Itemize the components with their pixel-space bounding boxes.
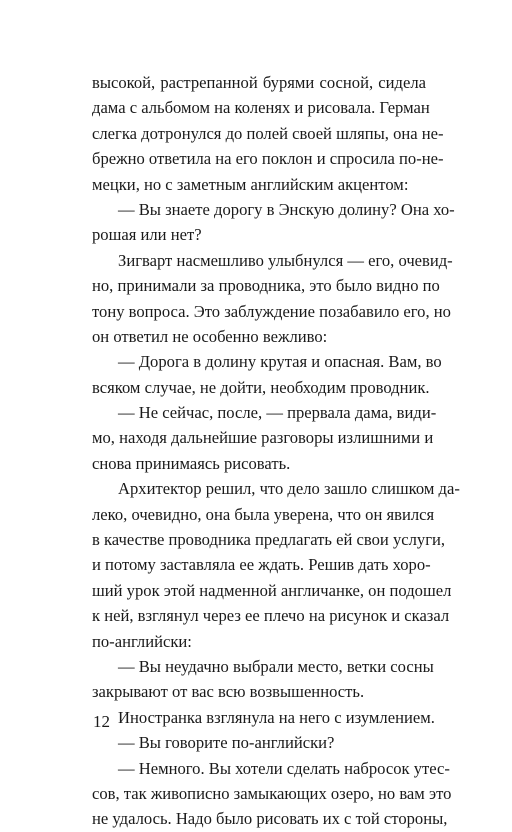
page-number: 12 [93,712,110,731]
text-line: закрывают от вас всю возвышенность. [92,682,365,702]
text-line: — Вы знаете дорогу в Энскую долину? Она хо- [118,199,455,219]
text-line: Зигварт насмешливо улыбнулся — его, очевид- [118,250,453,270]
text-line: но, принимали за проводника, это было видно по [92,276,440,296]
text-line: Иностранка взглянула на него с изумлением. [118,707,435,727]
text-line: всяком случае, не дойти, необходим проводник. [92,377,430,397]
text-line: не удалось. Надо было рисовать их с той стороны, [92,809,448,829]
text-line: мо, находя дальнейшие разговоры излишними и [92,428,434,448]
text-line: — Немного. Вы хотели сделать набросок утес- [118,758,450,778]
text-line: снова принимаясь рисовать. [92,453,291,473]
text-line: тону вопроса. Это заблуждение позабавило его, но [92,301,451,321]
text-line: брежно ответила на его поклон и спросила по-не- [92,149,444,169]
text-line: дама с альбомом на коленях и рисовала. Герман [92,98,430,118]
text-line: высокой, растрепанной бурями сосной, сидела [92,73,426,92]
text-line: сов, так живописно замыкающих озеро, но вам это [92,783,452,803]
text-line: по-английски: [92,631,192,651]
text-line: леко, очевидно, она была уверена, что он явился [92,504,435,524]
text-line: он ответил не особенно вежливо: [92,326,328,346]
text-line: мецки, но с заметным английским акцентом: [92,174,409,194]
text-line: — Вы говорите по-английски? [118,733,335,753]
text-line: ший урок этой надменной англичанке, он подошел [92,580,452,600]
text-line: к ней, взглянул через ее плечо на рисунок и сказал [92,606,450,626]
text-line: — Дорога в долину крутая и опасная. Вам, во [118,352,442,372]
text-line: — Не сейчас, после, — прервала дама, види- [118,403,437,423]
text-line: слегка дотронулся до полей своей шляпы, она не- [92,123,444,143]
text-line: Архитектор решил, что дело зашло слишком да- [118,479,460,499]
text-line: в качестве проводника предлагать ей свои услуги, [92,530,446,550]
text-line: — Вы неудачно выбрали место, ветки сосны [118,656,434,676]
text-line: рошая или нет? [92,225,202,245]
text-line: и потому заставляла ее ждать. Решив дать хоро- [92,555,431,575]
book-page-text [92,70,460,832]
